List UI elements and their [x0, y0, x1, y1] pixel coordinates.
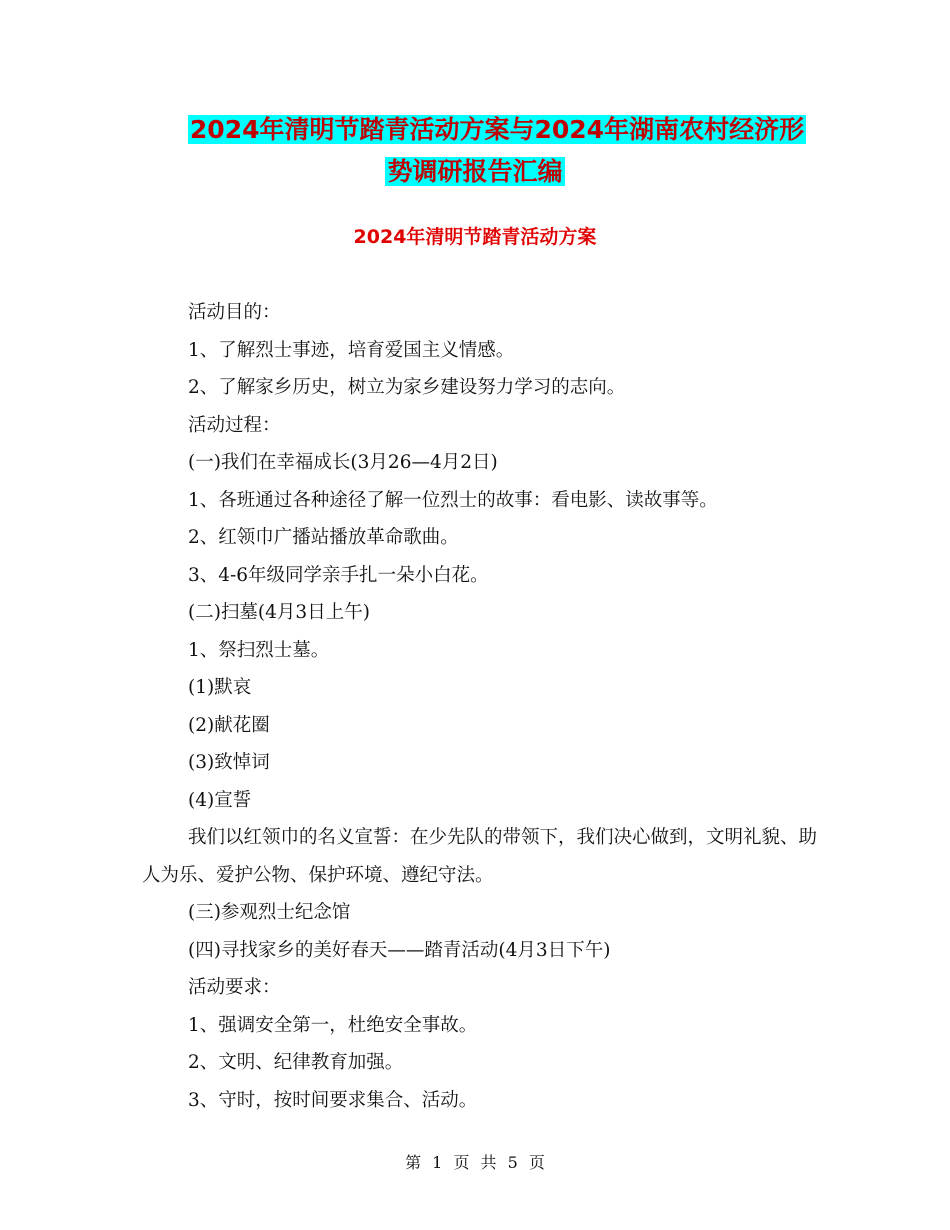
paragraph: (1)默哀 [188, 677, 252, 698]
paragraph: 3、4-6年级同学亲手扎一朵小白花。 [188, 564, 489, 586]
paragraph: 1、各班通过各种途径了解一位烈士的故事：看电影、读故事等。 [188, 489, 718, 511]
document-body [142, 294, 822, 1119]
paragraph: (3)致悼词 [188, 752, 270, 773]
paragraph: 1、祭扫烈士墓。 [188, 639, 330, 661]
paragraph: (四)寻找家乡的美好春天——踏青活动(4月3日下午) [188, 939, 611, 961]
paragraph: 1、强调安全第一，杜绝安全事故。 [188, 1014, 478, 1036]
section-title: 2024年清明节踏青活动方案 [353, 226, 597, 248]
paragraph: 我们以红领巾的名义宣誓：在少先队的带领下，我们决心做到，文明礼貌、助人为乐、爱护公物、保护环境、遵纪守法。 [142, 827, 818, 886]
document-title-line-1 [22, 112, 950, 148]
paragraph: 3、守时，按时间要求集合、活动。 [188, 1089, 478, 1111]
paragraph: (三)参观烈士纪念馆 [188, 902, 351, 923]
paragraph: (一)我们在幸福成长(3月26—4月2日) [188, 452, 498, 473]
paragraph: (二)扫墓(4月3日上午) [188, 602, 370, 623]
page-footer: 第 1 页 共 5 页 [405, 1153, 545, 1172]
paragraph: 2、了解家乡历史，树立为家乡建设努力学习的志向。 [188, 377, 626, 398]
paragraph: (2)献花圈 [188, 714, 270, 736]
document-title-text-2: 势调研报告汇编 [387, 157, 563, 186]
document-title-line-2 [0, 154, 950, 190]
document-title-text-1: 2024年清明节踏青活动方案与2024年湖南农村经济形 [189, 115, 805, 144]
paragraph: 活动要求： [188, 977, 281, 998]
paragraph: 活动目的： [188, 302, 281, 323]
paragraph: (4)宣誓 [188, 789, 252, 811]
paragraph: 2、红领巾广播站播放革命歌曲。 [188, 527, 459, 548]
paragraph: 活动过程： [188, 414, 281, 436]
paragraph: 1、了解烈士事迹，培育爱国主义情感。 [188, 339, 515, 361]
paragraph: 2、文明、纪律教育加强。 [188, 1052, 404, 1073]
